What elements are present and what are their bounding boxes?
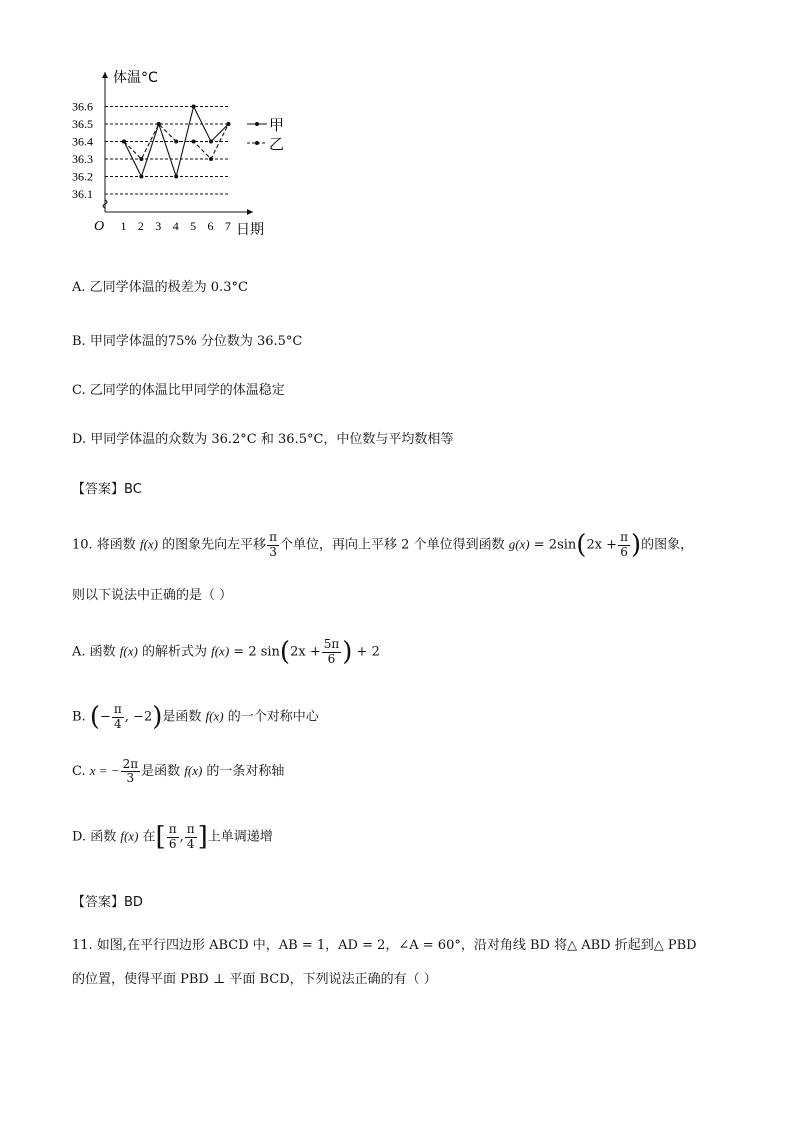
- q9-answer: 【答案】BC: [72, 482, 142, 497]
- legend-marker-1: [255, 122, 259, 126]
- text: D. 函数: [72, 829, 121, 845]
- data-point-series-1: [139, 175, 143, 179]
- x-tick-label: 1: [120, 219, 127, 233]
- y-tick-label: 36.5: [72, 117, 93, 131]
- data-point-series-2: [157, 122, 161, 126]
- q9-option-a: A. 乙同学体温的极差为 0.3°C: [72, 280, 248, 295]
- text: 是函数: [162, 709, 206, 725]
- q9-option-b: B. 甲同学体温的75% 分位数为 36.5°C: [72, 334, 303, 349]
- q10-stem-text-d: 的图象，: [641, 537, 694, 553]
- right-paren: ): [342, 637, 353, 667]
- q10-gx: g(x): [508, 536, 530, 552]
- data-point-series-1: [192, 105, 196, 109]
- y-tick-label: 36.2: [72, 169, 93, 184]
- q10-stem-text-c: 个单位，再向上平移 2 个单位得到函数: [280, 537, 509, 553]
- frac-num: π: [269, 530, 278, 545]
- legend-label-1: 甲: [269, 116, 285, 134]
- x-tick-label: 5: [190, 219, 197, 233]
- text: A. 函数: [72, 644, 120, 660]
- left-paren: (: [279, 637, 291, 667]
- y-tick-label: 36.4: [72, 134, 93, 149]
- legend-marker-2: [255, 141, 259, 145]
- right-bracket: ]: [197, 822, 208, 852]
- q10-2pi-over-3: [121, 758, 141, 785]
- q9-option-c: C. 乙同学的体温比甲同学的体温稳定: [72, 383, 285, 398]
- frac-den: 4: [186, 836, 195, 851]
- x-tick-label: 4: [172, 219, 179, 233]
- data-point-series-1: [174, 175, 178, 179]
- x-tick-label: 2: [137, 219, 144, 233]
- y-tick-label: 36.3: [72, 152, 93, 166]
- text: + 2: [352, 644, 380, 660]
- frac-num: π: [113, 702, 122, 717]
- data-point-series-2: [122, 140, 126, 144]
- y-tick-label: 36.1: [72, 187, 93, 201]
- data-point-series-2: [139, 157, 143, 161]
- legend-label-2: 乙: [269, 135, 285, 153]
- q10-stem-line1: [72, 530, 693, 560]
- text: 的解析式为: [137, 644, 212, 660]
- q11-stem-line2: 的位置，使得平面 PBD ⊥ 平面 BCD，下列说法正确的有（ ）: [72, 972, 437, 987]
- origin-label: O: [94, 219, 105, 234]
- frac-den: 6: [168, 836, 177, 851]
- y-axis-arrow: [102, 72, 108, 78]
- frac-den: 3: [126, 771, 135, 786]
- text: 的一条对称轴: [202, 764, 285, 780]
- frac-num: π: [168, 822, 177, 837]
- x-tick-label: 3: [155, 219, 162, 233]
- q11-stem-line1: 11. 如图,在平行四边形 ABCD 中，AB = 1，AD = 2，∠A = 60°，沿对角线 BD 将△ ABD 折起到△ PBD: [72, 938, 697, 953]
- text: 是函数: [141, 764, 185, 780]
- x-tick-label: 6: [207, 219, 214, 233]
- left-paren: (: [576, 530, 587, 560]
- text: 上单调递增: [207, 829, 273, 845]
- x-axis-label: 日期: [236, 222, 264, 238]
- q10-stem-text-a: 10. 将函数: [72, 537, 140, 553]
- q10-fx: f(x): [139, 536, 158, 552]
- q10-stem-text-b: 的图象先向左平移: [158, 537, 267, 553]
- frac-num: π: [186, 822, 195, 837]
- q10-2x-plus: 2x +: [586, 537, 618, 553]
- frac-num: 2π: [122, 757, 139, 771]
- q10-option-d: [72, 822, 273, 852]
- x-axis-arrow: [247, 209, 253, 215]
- q10-fx: f(x): [184, 763, 203, 779]
- data-point-series-2: [226, 122, 230, 126]
- left-bracket: [: [155, 822, 166, 852]
- q10-option-b: [72, 702, 319, 732]
- q10-fx: f(x): [205, 708, 224, 724]
- q10-x-eq: x = −: [89, 763, 120, 779]
- text: 的一个对称中心: [223, 709, 319, 725]
- left-paren: (: [89, 702, 100, 732]
- temperature-line-chart: [70, 62, 300, 242]
- text: , −2: [124, 709, 153, 725]
- frac-num: π: [620, 530, 628, 545]
- y-axis-label: 体温°C: [113, 70, 158, 86]
- text: B.: [72, 709, 90, 725]
- text: 在: [138, 829, 156, 845]
- q10-option-c: [72, 758, 284, 785]
- data-point-series-2: [192, 140, 196, 144]
- data-point-series-2: [209, 157, 213, 161]
- text: = 2 sin: [229, 644, 280, 660]
- right-paren: ): [152, 702, 163, 732]
- y-tick-label: 36.6: [72, 99, 93, 114]
- q10-eq-2sin: = 2sin: [529, 537, 577, 553]
- q10-stem-line2: 则以下说法中正确的是（ ）: [72, 588, 233, 603]
- q10-answer: 【答案】BD: [72, 895, 143, 910]
- q9-option-d: D. 甲同学体温的众数为 36.2°C 和 36.5°C，中位数与平均数相等: [72, 432, 454, 447]
- frac-den: 6: [620, 544, 628, 559]
- q10-pi-over-6: [167, 823, 179, 850]
- q10-pi-over-4: [112, 703, 124, 730]
- data-point-series-1: [209, 140, 213, 144]
- q10-option-a: [72, 637, 380, 667]
- q10-pi-over-6: [618, 531, 630, 558]
- right-paren: ): [630, 530, 642, 560]
- comma: ,: [179, 829, 184, 845]
- q10-fx: f(x): [211, 643, 230, 659]
- q10-fx: f(x): [119, 643, 138, 659]
- frac-den: 3: [269, 544, 277, 559]
- text: C.: [72, 764, 90, 780]
- q10-pi-over-3: [267, 531, 279, 558]
- x-tick-label: 7: [224, 219, 231, 233]
- data-point-series-2: [174, 140, 178, 144]
- text: −: [99, 709, 111, 725]
- frac-den: 4: [114, 716, 122, 731]
- q10-fx: f(x): [120, 828, 139, 844]
- frac-num: 5π: [323, 637, 340, 652]
- text: 2x +: [290, 644, 321, 660]
- frac-den: 6: [327, 651, 336, 666]
- q10-5pi-over-6: [322, 638, 342, 665]
- q10-pi-over-4: [185, 823, 197, 850]
